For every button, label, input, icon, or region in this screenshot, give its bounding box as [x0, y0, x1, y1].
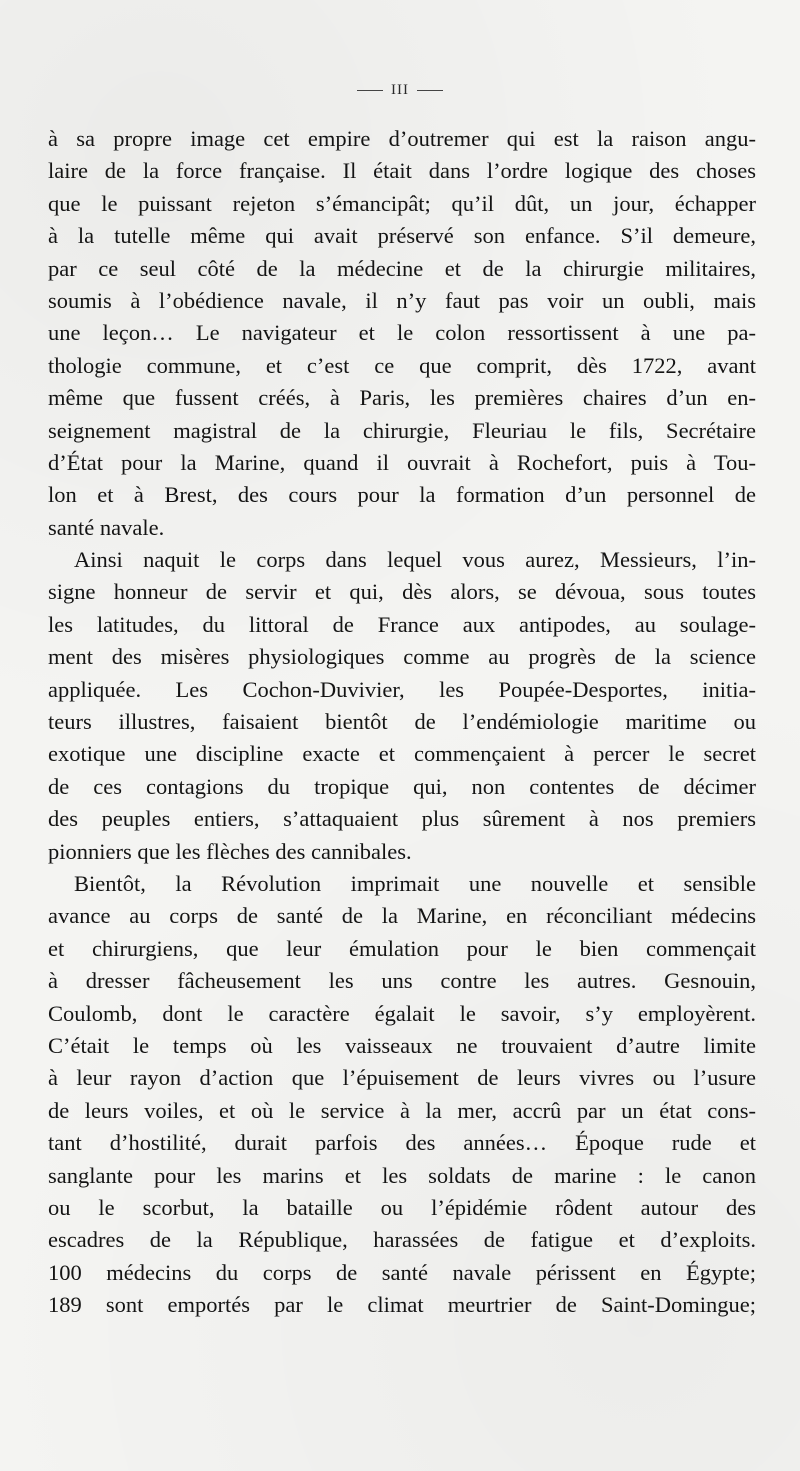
text-line: et chirurgiens, que leur émulation pour le bien commençait [48, 935, 756, 961]
text-line: à leur rayon d’action que l’épuisement de leurs vivres ou l’usure [48, 1065, 756, 1091]
text-line: exotique une discipline exacte et commençaient à percer le secret [48, 741, 756, 767]
text-line: 189 sont emportés par le climat meurtrier de Saint-Domingue; [48, 1292, 756, 1318]
body-text [48, 123, 756, 1321]
text-line: pionniers que les flèches des cannibales. [48, 838, 412, 864]
text-line: que le puissant rejeton s’émancipât; qu’il dût, un jour, échapper [48, 190, 756, 216]
header-dash-left [357, 90, 383, 91]
text-line: tant d’hostilité, durait parfois des années… Époque rude et [48, 1130, 756, 1156]
paragraph-2 [48, 544, 756, 868]
text-line: C’était le temps où les vaisseaux ne trouvaient d’autre limite [48, 1032, 756, 1058]
paragraph-3 [48, 868, 756, 1321]
text-line: de ces contagions du tropique qui, non contentes de décimer [48, 773, 756, 799]
text-line: signe honneur de servir et qui, dès alors, se dévoua, sous toutes [48, 579, 756, 605]
text-line: teurs illustres, faisaient bientôt de l’endémiologie maritime ou [48, 709, 756, 735]
text-line: ou le scorbut, la bataille ou l’épidémie rôdent autour des [48, 1194, 756, 1220]
text-line: thologie commune, et c’est ce que comprit, dès 1722, avant [48, 352, 756, 378]
text-line: une leçon… Le navigateur et le colon ressortissent à une pa- [48, 320, 756, 346]
page-number: III [391, 82, 409, 98]
text-line: de leurs voiles, et où le service à la mer, accrû par un état cons- [48, 1097, 756, 1123]
text-line: sanglante pour les marins et les soldats de marine : le canon [48, 1162, 756, 1188]
text-line: seignement magistral de la chirurgie, Fleuriau le fils, Secrétaire [48, 417, 756, 443]
text-line: à dresser fâcheusement les uns contre les autres. Gesnouin, [48, 968, 756, 994]
text-line: Coulomb, dont le caractère égalait le savoir, s’y employèrent. [48, 1000, 756, 1026]
text-line: à sa propre image cet empire d’outremer qui est la raison angu- [48, 126, 756, 151]
text-line: par ce seul côté de la médecine et de la chirurgie militaires, [48, 255, 756, 281]
paragraph-1 [48, 123, 756, 544]
text-line: avance au corps de santé de la Marine, en réconciliant médecins [48, 903, 756, 929]
text-line: les latitudes, du littoral de France aux antipodes, au soulage- [48, 611, 756, 637]
text-line: lon et à Brest, des cours pour la formation d’un personnel de [48, 482, 756, 508]
text-line: appliquée. Les Cochon-Duvivier, les Poupée-Desportes, initia- [48, 676, 756, 702]
text-line: Ainsi naquit le corps dans lequel vous aurez, Messieurs, l’in- [74, 547, 756, 573]
text-line: d’État pour la Marine, quand il ouvrait à Rochefort, puis à Tou- [48, 449, 756, 475]
text-line: santé navale. [48, 514, 165, 540]
text-line: laire de la force française. Il était dans l’ordre logique des choses [48, 158, 756, 184]
header-dash-right [417, 90, 443, 91]
text-line: 100 médecins du corps de santé navale périssent en Égypte; [48, 1259, 756, 1285]
text-line: soumis à l’obédience navale, il n’y faut pas voir un oubli, mais [48, 287, 756, 313]
text-line: Bientôt, la Révolution imprimait une nouvelle et sensible [74, 870, 756, 896]
text-line: escadres de la République, harassées de fatigue et d’exploits. [48, 1227, 756, 1253]
text-line: ment des misères physiologiques comme au progrès de la science [48, 644, 756, 670]
text-line: même que fussent créés, à Paris, les premières chaires d’un en- [48, 385, 756, 411]
page-header [0, 82, 800, 99]
text-line: à la tutelle même qui avait préservé son enfance. S’il demeure, [48, 223, 756, 249]
text-line: des peuples entiers, s’attaquaient plus sûrement à nos premiers [48, 806, 756, 832]
